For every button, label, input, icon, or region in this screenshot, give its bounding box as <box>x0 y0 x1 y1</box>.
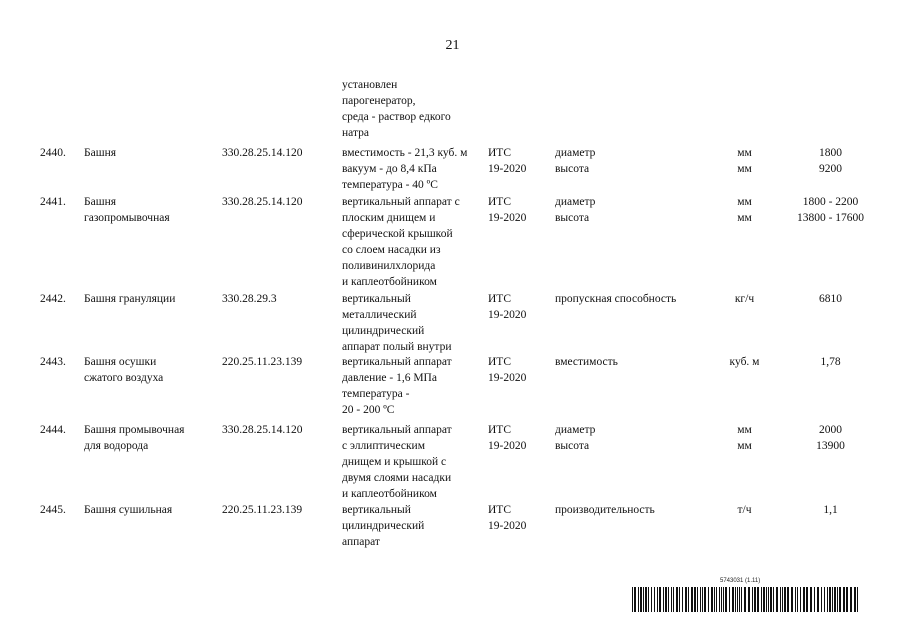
barcode-image <box>632 587 858 612</box>
parameter-units: куб. м <box>729 356 760 368</box>
parameter-values: 2000 13900 <box>816 424 845 452</box>
okpd-code: 330.28.25.14.120 <box>222 424 303 436</box>
equipment-name: Башня <box>84 147 117 159</box>
standard-reference: ИТС 19-2020 <box>488 196 527 224</box>
parameter-names: пропускная способность <box>555 293 677 305</box>
parameter-units: мм мм <box>737 147 752 175</box>
standard-reference: ИТС 19-2020 <box>488 356 527 384</box>
parameter-units: мм мм <box>737 424 752 452</box>
parameter-values: 1,78 <box>820 356 841 368</box>
parameter-units: кг/ч <box>734 293 755 305</box>
parameter-names: вместимость <box>555 356 618 368</box>
parameter-names: диаметр высота <box>555 196 596 224</box>
okpd-code: 330.28.25.14.120 <box>222 147 303 159</box>
okpd-code: 330.28.29.3 <box>222 293 277 305</box>
equipment-description: вертикальный аппарат давление - 1,6 МПа температура - 20 - 200 ºС <box>342 356 452 416</box>
page-number: 21 <box>445 38 460 53</box>
row-number: 2443. <box>40 356 66 368</box>
barcode-caption: 5743031 (1.11) <box>720 578 761 584</box>
equipment-name: Башня грануляции <box>84 293 176 305</box>
row-number: 2444. <box>40 424 66 436</box>
equipment-description: вертикальный аппарат с плоским днищем и сферической крышкой со слоем насадки из поливинилхлорида и каплеотбойником <box>342 196 460 288</box>
parameter-units: т/ч <box>737 504 752 516</box>
parameter-names: диаметр высота <box>555 424 596 452</box>
parameter-values: 1800 9200 <box>819 147 842 175</box>
row-number: 2445. <box>40 504 66 516</box>
row-number: 2442. <box>40 293 66 305</box>
standard-reference: ИТС 19-2020 <box>488 424 527 452</box>
parameter-values: 1800 - 2200 13800 - 17600 <box>796 196 865 224</box>
okpd-code: 330.28.25.14.120 <box>222 196 303 208</box>
equipment-description: вертикальный цилиндрический аппарат <box>342 504 425 548</box>
equipment-description: вертикальный металлический цилиндрический аппарат полый внутри <box>342 293 452 353</box>
equipment-name: Башня осушки сжатого воздуха <box>84 356 164 384</box>
okpd-code: 220.25.11.23.139 <box>222 356 303 368</box>
equipment-name: Башня сушильная <box>84 504 173 516</box>
parameter-units: мм мм <box>737 196 752 224</box>
standard-reference: ИТС 19-2020 <box>488 293 527 321</box>
parameter-names: производительность <box>555 504 655 516</box>
parameter-names: диаметр высота <box>555 147 596 175</box>
equipment-name: Башня газопромывочная <box>84 196 170 224</box>
equipment-name: Башня промывочная для водорода <box>84 424 185 452</box>
parameter-values: 1,1 <box>823 504 838 516</box>
standard-reference: ИТС 19-2020 <box>488 504 527 532</box>
parameter-values: 6810 <box>819 293 842 305</box>
row-number: 2441. <box>40 196 66 208</box>
okpd-code: 220.25.11.23.139 <box>222 504 303 516</box>
equipment-description: вместимость - 21,3 куб. м вакуум - до 8,4 кПа температура - 40 ºС <box>342 147 468 191</box>
row-number: 2440. <box>40 147 66 159</box>
equipment-description: вертикальный аппарат с эллиптическим днищем и крышкой с двумя слоями насадки и каплеотбойником <box>342 424 452 500</box>
continuation-description: установлен парогенератор, среда - раствор едкого натра <box>342 79 451 139</box>
standard-reference: ИТС 19-2020 <box>488 147 527 175</box>
